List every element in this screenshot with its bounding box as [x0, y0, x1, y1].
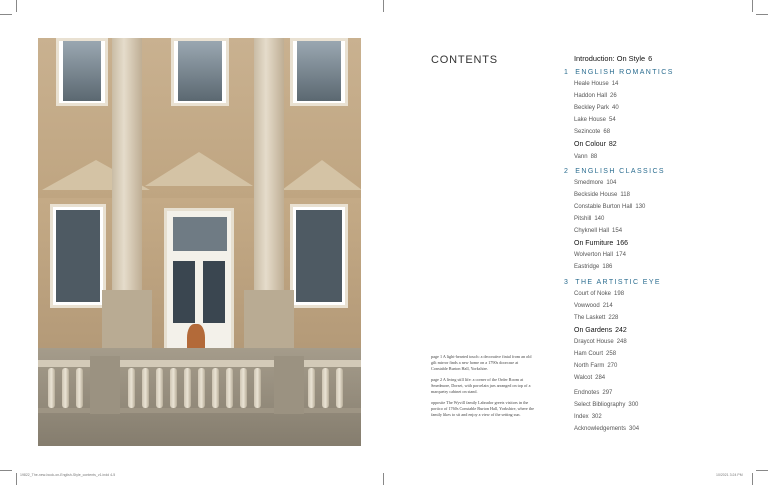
toc-entry-title: Pitshill	[574, 216, 592, 222]
toc-entry-title: North Farm	[574, 363, 605, 369]
crop-mark	[0, 14, 12, 15]
toc-entry	[574, 117, 616, 123]
toc-entry-title: Walcot	[574, 375, 593, 381]
upper-window	[171, 38, 229, 106]
toc-entry-page: 248	[616, 339, 627, 345]
column-base	[102, 290, 152, 356]
toc-entry-page: 228	[608, 315, 619, 321]
balustrade-pier	[90, 356, 120, 414]
toc-entry	[574, 180, 616, 186]
toc-entry-page: 198	[614, 291, 625, 297]
crop-mark	[756, 470, 768, 471]
toc-entry-title: Court of Noke	[574, 291, 612, 297]
toc-entry-title: On Gardens	[574, 327, 613, 334]
toc-section-heading	[564, 168, 665, 175]
toc-entry-title: Lake House	[574, 117, 607, 123]
toc-entry-page: 302	[591, 414, 602, 420]
toc-entry	[574, 339, 627, 345]
house-portico-photo	[38, 38, 361, 446]
toc-entry	[574, 390, 612, 396]
toc-entry-title: Chyknell Hall	[574, 228, 610, 234]
toc-entry	[574, 240, 628, 247]
toc-entry-title: Haddon Hall	[574, 93, 608, 99]
balustrade-base	[38, 408, 361, 413]
toc-section-title: THE ARTISTIC EYE	[575, 279, 661, 286]
toc-entry	[574, 375, 605, 381]
crop-mark	[16, 473, 17, 485]
toc-section-number: 1	[564, 69, 570, 76]
toc-entry-page: 14	[611, 81, 619, 87]
toc-entry-page: 68	[603, 129, 611, 135]
toc-entry-title: Introduction: On Style	[574, 54, 646, 63]
caption: opposite The Wyvill family Labrador greets visitors in the portico of 1760s Constable Burton Hall, Yorkshire, where the family likes to sit and enjoy a view of the setting sun.	[431, 400, 534, 417]
window-pediment	[282, 160, 361, 190]
toc-section-heading	[564, 69, 674, 76]
toc-entry	[574, 315, 618, 321]
toc-section-number: 2	[564, 168, 570, 175]
toc-entry-page: 304	[629, 426, 640, 432]
toc-entry-title: Index	[574, 414, 589, 420]
footer-slug-right: 10/2021 3:24 PM	[716, 473, 743, 477]
crop-mark	[0, 470, 12, 471]
toc-entry-title: Wolverton Hall	[574, 252, 613, 258]
toc-entry-page: 186	[602, 264, 613, 270]
toc-entry	[574, 93, 617, 99]
toc-entry-page: 270	[607, 363, 618, 369]
toc-entry-page: 40	[612, 105, 619, 111]
toc-entry-title: Smedmore	[574, 180, 604, 186]
toc-section-title: ENGLISH CLASSICS	[575, 168, 665, 175]
toc-entry-title: Acknowledgements	[574, 426, 627, 432]
crop-mark	[16, 0, 17, 12]
toc-section-number: 3	[564, 279, 570, 286]
photo-captions	[431, 354, 535, 423]
caption: page 1 A light-hearted touch: a decorative finial from an old gilt mirror finds a new home on a 1790s doorcase at Constable Burton Hall, Yorkshire.	[431, 354, 532, 371]
toc-entry	[574, 81, 618, 87]
door-pediment	[145, 152, 253, 186]
toc-entry	[574, 291, 624, 297]
toc-entry-page: 88	[590, 154, 598, 160]
crop-mark	[383, 0, 384, 12]
toc-entry	[574, 154, 597, 160]
toc-section-heading	[564, 279, 661, 286]
toc-entry	[574, 264, 612, 270]
toc-entry-title: Ham Court	[574, 351, 604, 357]
toc-entry-page: 166	[616, 240, 628, 247]
toc-entry-page: 130	[635, 204, 646, 210]
caption: page 2 A living still life: a corner of the Order Room at Smedmore, Dorset, with porcelain jars arranged on top of a marquetry cabinet on stand.	[431, 377, 531, 394]
toc-entry-title: On Colour	[574, 141, 606, 148]
contents-heading: CONTENTS	[431, 54, 498, 66]
toc-entry	[574, 414, 602, 420]
toc-entry-page: 104	[606, 180, 617, 186]
toc-entry-title: Constable Burton Hall	[574, 204, 633, 210]
toc-entry-title: Vann	[574, 154, 588, 160]
lower-window	[290, 204, 348, 308]
toc-entry	[574, 216, 604, 222]
toc-entry-page: 154	[612, 228, 623, 234]
toc-entry	[574, 363, 617, 369]
lower-window	[50, 204, 106, 308]
toc-entry-title: Vowwood	[574, 303, 600, 309]
toc-entry	[574, 192, 630, 198]
toc-entry-page: 118	[620, 192, 630, 198]
toc-entry-page: 284	[595, 375, 606, 381]
toc-entry-title: Eastridge	[574, 264, 600, 270]
toc-entry	[574, 426, 639, 432]
crop-mark	[756, 14, 768, 15]
toc-entry-page: 140	[594, 216, 605, 222]
toc-entry	[574, 54, 652, 63]
toc-entry-title: The Laskett	[574, 315, 606, 321]
toc-section-title: ENGLISH ROMANTICS	[575, 69, 674, 76]
toc-entry-title: Beckside House	[574, 192, 618, 198]
toc-entry-title: Select Bibliography	[574, 402, 626, 408]
upper-window	[290, 38, 348, 106]
toc-entry	[574, 105, 619, 111]
toc-entry	[574, 228, 622, 234]
toc-entry-page: 6	[648, 54, 653, 63]
toc-entry-page: 82	[608, 141, 617, 148]
toc-entry	[574, 204, 645, 210]
toc-entry-title: Heale House	[574, 81, 609, 87]
toc-entry-title: Sezincote	[574, 129, 601, 135]
toc-entry-title: On Furniture	[574, 240, 614, 247]
toc-entry-page: 297	[602, 390, 613, 396]
balustrade-pier	[274, 356, 304, 414]
toc-entry-title: Endnotes	[574, 390, 600, 396]
toc-entry-page: 258	[606, 351, 617, 357]
crop-mark	[752, 0, 753, 12]
toc-entry-page: 242	[615, 327, 627, 334]
crop-mark	[752, 473, 753, 485]
toc-entry	[574, 129, 610, 135]
toc-entry	[574, 303, 613, 309]
toc-entry	[574, 351, 616, 357]
balustrade-rail	[38, 360, 361, 367]
toc-entry	[574, 141, 617, 148]
toc-entry	[574, 327, 627, 334]
column	[112, 38, 142, 296]
toc-entry-page: 214	[602, 303, 613, 309]
column	[254, 38, 284, 296]
toc-entry	[574, 402, 638, 408]
toc-entry-page: 54	[609, 117, 616, 123]
toc-entry-title: Draycot House	[574, 339, 614, 345]
column-base	[244, 290, 294, 356]
upper-window	[56, 38, 108, 106]
crop-mark	[383, 473, 384, 485]
toc-entry-title: Beckley Park	[574, 105, 610, 111]
toc-entry	[574, 252, 626, 258]
footer-slug-left: 19822_The-new-book-on-English-Style_contents_v1.indd 4-5	[20, 473, 116, 477]
toc-entry-page: 26	[610, 93, 617, 99]
toc-entry-page: 174	[615, 252, 626, 258]
toc-entry-page: 300	[628, 402, 639, 408]
